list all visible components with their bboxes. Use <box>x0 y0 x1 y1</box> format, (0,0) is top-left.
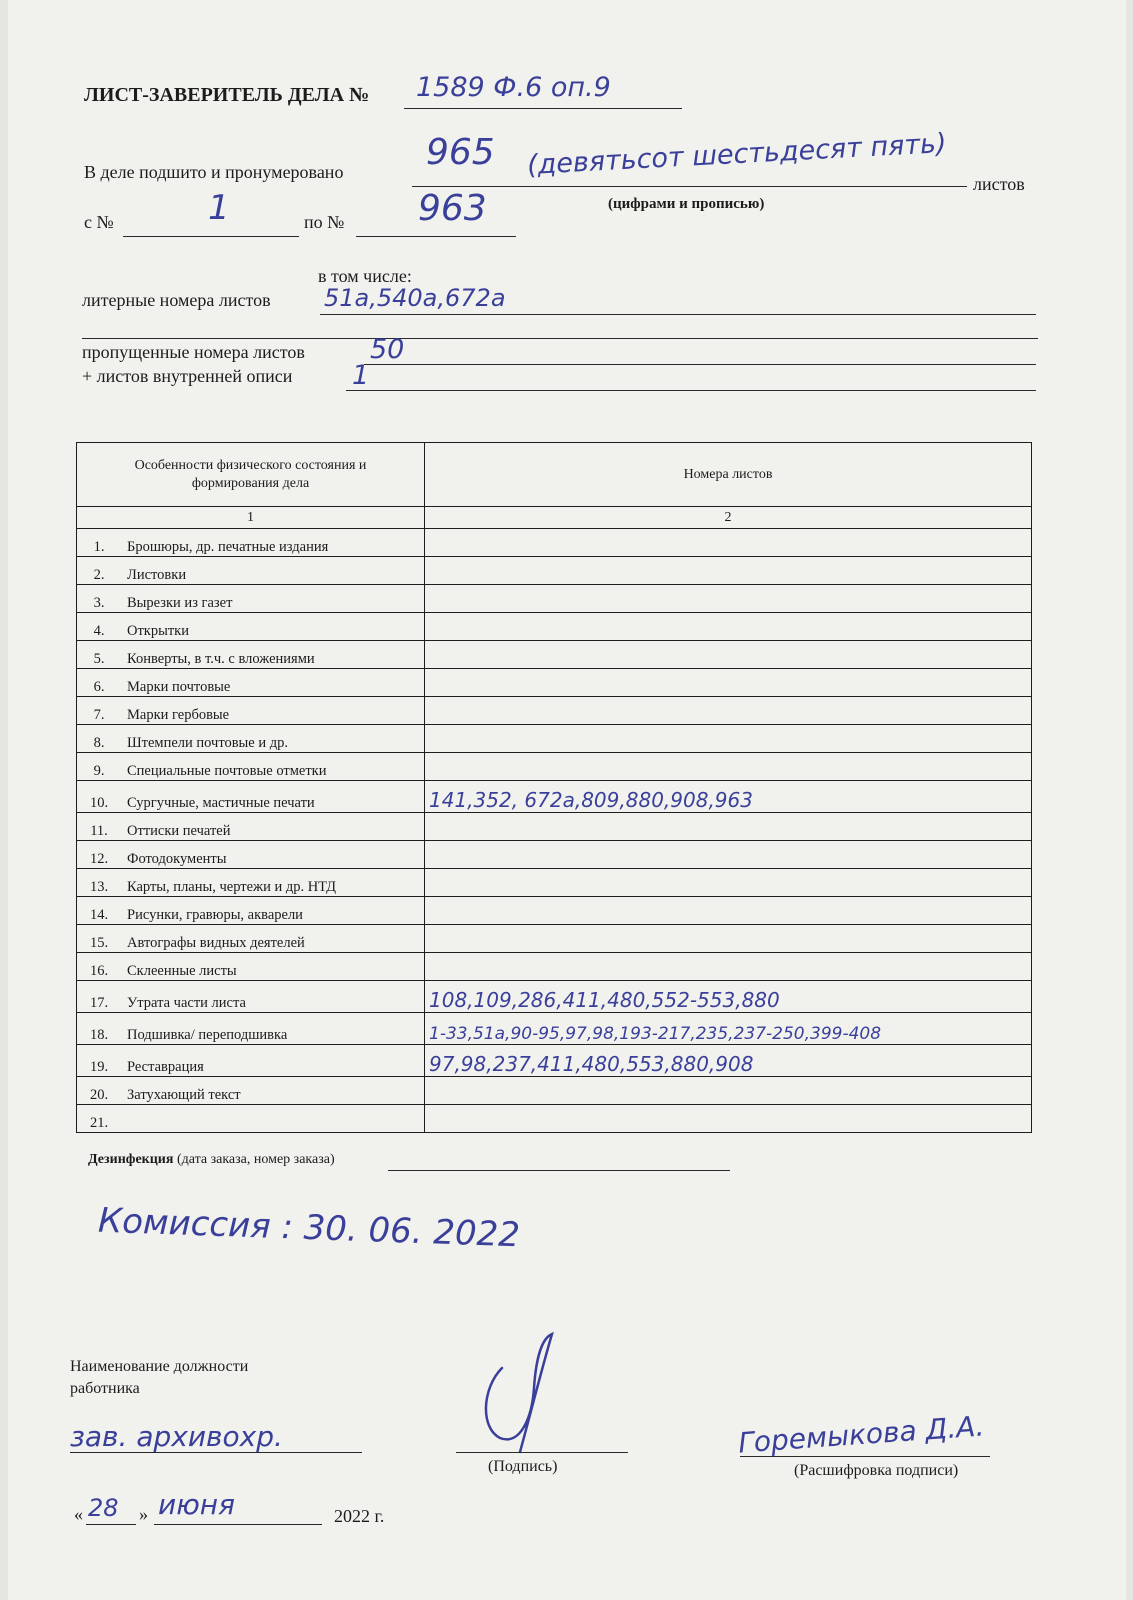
row-sheet-numbers-cell <box>425 557 1032 585</box>
table-row <box>77 725 1032 753</box>
date-month-line <box>154 1524 322 1525</box>
row-number: 6. <box>93 679 105 695</box>
table-row <box>77 1105 1032 1133</box>
row-sheet-numbers-cell <box>425 1077 1032 1105</box>
row-label: Сургучные, мастичные печати <box>127 795 315 811</box>
table-row <box>77 841 1032 869</box>
row-label <box>121 1115 127 1131</box>
column-number-1: 1 <box>77 507 425 529</box>
table-row <box>77 697 1032 725</box>
stitched-label: В деле подшито и пронумеровано <box>84 162 344 182</box>
table-row <box>77 897 1032 925</box>
row-feature-cell <box>77 813 425 841</box>
row-feature-cell <box>77 781 425 813</box>
letter-numbers-line <box>320 314 1036 315</box>
row-number: 7. <box>93 707 105 723</box>
position-line <box>70 1452 362 1453</box>
physical-state-table <box>76 442 1032 1133</box>
row-number: 17. <box>89 995 109 1011</box>
row-number: 3. <box>93 595 105 611</box>
including-label: в том числе: <box>318 266 412 286</box>
row-sheet-numbers-cell <box>425 1105 1032 1133</box>
row-feature-cell <box>77 953 425 981</box>
stitched-line <box>412 186 967 187</box>
row-feature-cell <box>77 613 425 641</box>
row-feature-cell <box>77 841 425 869</box>
row-number: 9. <box>93 763 105 779</box>
disinfection-rest: (дата заказа, номер заказа) <box>173 1152 335 1167</box>
date-close-quote: » <box>139 1504 148 1524</box>
row-label: Карты, планы, чертежи и др. НТД <box>127 879 337 895</box>
inner-inventory-line <box>346 390 1036 391</box>
row-feature-cell <box>77 981 425 1013</box>
table-row <box>77 613 1032 641</box>
disinfection-handwritten: Комиссия : 30. 06. 2022 <box>97 1200 521 1256</box>
date-month-handwritten: июня <box>158 1488 235 1521</box>
decode-handwritten: Горемыкова Д.А. <box>737 1409 986 1460</box>
disinfection-line <box>388 1170 730 1171</box>
row-sheet-numbers-cell <box>425 1045 1032 1077</box>
table-row <box>77 557 1032 585</box>
row-sheet-numbers-cell <box>425 841 1032 869</box>
position-label-1: Наименование должности <box>70 1358 249 1375</box>
row-label: Брошюры, др. печатные издания <box>127 539 329 555</box>
row-number: 10. <box>89 795 109 811</box>
row-label: Штемпели почтовые и др. <box>127 735 289 751</box>
row-number: 19. <box>89 1059 109 1075</box>
row-sheet-numbers-cell <box>425 753 1032 781</box>
row-number: 15. <box>89 935 109 951</box>
row-sheet-numbers-cell <box>425 725 1032 753</box>
date-day-line <box>86 1524 136 1525</box>
case-number-line <box>404 108 682 109</box>
decode-line <box>740 1456 990 1457</box>
row-sheet-numbers-cell <box>425 953 1032 981</box>
row-label: Марки почтовые <box>127 679 231 695</box>
table-row <box>77 753 1032 781</box>
table-row <box>77 1077 1032 1105</box>
row-sheet-numbers-cell <box>425 613 1032 641</box>
date-year: 2022 г. <box>334 1506 385 1526</box>
row-sheet-numbers-cell <box>425 1013 1032 1045</box>
row-sheet-numbers-cell <box>425 897 1032 925</box>
row-label: Вырезки из газет <box>127 595 233 611</box>
row-number: 1. <box>93 539 105 555</box>
row-sheet-numbers-cell <box>425 697 1032 725</box>
row-label: Открытки <box>127 623 189 639</box>
table-row <box>77 585 1032 613</box>
table-row <box>77 869 1032 897</box>
stitched-words-handwritten: (девятьсот шестьдесят пять) <box>526 128 948 181</box>
row-sheet-numbers-cell <box>425 585 1032 613</box>
missed-numbers-handwritten: 50 <box>370 334 405 365</box>
position-handwritten: зав. архивохр. <box>70 1420 283 1453</box>
row-label: Автографы видных деятелей <box>127 935 305 951</box>
table-row <box>77 669 1032 697</box>
row-sheet-numbers-handwritten: 108,109,286,411,480,552-553,880 <box>429 988 780 1012</box>
row-label: Марки гербовые <box>127 707 230 723</box>
row-feature-cell <box>77 1013 425 1045</box>
row-label: Листовки <box>127 567 187 583</box>
row-feature-cell <box>77 869 425 897</box>
signature-scribble <box>472 1328 562 1458</box>
row-number: 12. <box>89 851 109 867</box>
stitched-count-handwritten: 965 <box>426 132 495 173</box>
row-feature-cell <box>77 1105 425 1133</box>
row-feature-cell <box>77 897 425 925</box>
sheet-title: ЛИСТ-ЗАВЕРИТЕЛЬ ДЕЛА № <box>84 84 370 106</box>
table-row <box>77 1013 1032 1045</box>
row-number: 11. <box>90 823 108 839</box>
row-feature-cell <box>77 557 425 585</box>
table-row <box>77 953 1032 981</box>
digits-note: (цифрами и прописью) <box>608 196 765 212</box>
row-feature-cell <box>77 697 425 725</box>
row-sheet-numbers-cell <box>425 981 1032 1013</box>
row-number: 20. <box>89 1087 109 1103</box>
row-label: Фотодокументы <box>127 851 227 867</box>
date-open-quote: « <box>74 1504 83 1524</box>
row-label: Подшивка/ переподшивка <box>127 1027 288 1043</box>
row-sheet-numbers-cell <box>425 869 1032 897</box>
from-label: с № <box>84 212 114 232</box>
row-feature-cell <box>77 585 425 613</box>
disinfection-label <box>88 1152 335 1168</box>
row-feature-cell <box>77 1077 425 1105</box>
sheets-label: листов <box>973 174 1025 194</box>
table-rows <box>77 529 1032 1133</box>
disinfection-bold: Дезинфекция <box>88 1152 174 1167</box>
row-number: 16. <box>89 963 109 979</box>
row-label: Рисунки, гравюры, акварели <box>127 907 303 923</box>
date-day-handwritten: 28 <box>88 1494 119 1522</box>
row-feature-cell <box>77 641 425 669</box>
row-label: Утрата части листа <box>127 995 246 1011</box>
missed-numbers-label: пропущенные номера листов <box>82 342 305 362</box>
row-sheet-numbers-handwritten: 141,352, 672а,809,880,908,963 <box>429 788 753 812</box>
certification-sheet-page <box>8 0 1126 1600</box>
table-row <box>77 813 1032 841</box>
row-sheet-numbers-handwritten: 97,98,237,411,480,553,880,908 <box>429 1052 754 1076</box>
row-sheet-numbers-cell <box>425 781 1032 813</box>
signature-label: (Подпись) <box>488 1458 558 1475</box>
row-number: 21. <box>89 1115 109 1131</box>
to-handwritten: 963 <box>418 188 487 229</box>
row-label: Склеенные листы <box>127 963 237 979</box>
row-number: 8. <box>93 735 105 751</box>
row-label: Реставрация <box>127 1059 204 1075</box>
letter-numbers-label: литерные номера листов <box>82 290 271 310</box>
blank-line <box>82 338 1038 339</box>
inner-inventory-handwritten: 1 <box>352 360 370 391</box>
row-feature-cell <box>77 725 425 753</box>
row-sheet-numbers-handwritten: 1-33,51а,90-95,97,98,193-217,235,237-250,399-408 <box>429 1024 882 1044</box>
row-feature-cell <box>77 669 425 697</box>
table-row <box>77 1045 1032 1077</box>
row-number: 13. <box>89 879 109 895</box>
case-number-handwritten: 1589 Ф.6 оп.9 <box>416 72 611 103</box>
row-number: 4. <box>93 623 105 639</box>
inner-inventory-label: + листов внутренней описи <box>82 366 293 386</box>
decode-label: (Расшифровка подписи) <box>794 1462 959 1479</box>
row-sheet-numbers-cell <box>425 641 1032 669</box>
row-sheet-numbers-cell <box>425 529 1032 557</box>
row-feature-cell <box>77 1045 425 1077</box>
row-sheet-numbers-cell <box>425 925 1032 953</box>
from-handwritten: 1 <box>208 188 230 228</box>
from-line <box>123 236 299 237</box>
table-row <box>77 641 1032 669</box>
to-label: по № <box>304 212 345 232</box>
column-number-2: 2 <box>425 507 1032 529</box>
row-number: 18. <box>89 1027 109 1043</box>
table-header-sheet-numbers: Номера листов <box>425 443 1032 507</box>
letter-numbers-handwritten: 51а,540а,672а <box>324 284 506 312</box>
row-feature-cell <box>77 753 425 781</box>
table-row <box>77 981 1032 1013</box>
table-row <box>77 925 1032 953</box>
table-row <box>77 529 1032 557</box>
row-number: 2. <box>93 567 105 583</box>
row-feature-cell <box>77 529 425 557</box>
row-sheet-numbers-cell <box>425 669 1032 697</box>
row-label: Конверты, в т.ч. с вложениями <box>127 651 315 667</box>
row-sheet-numbers-cell <box>425 813 1032 841</box>
position-label-2: работника <box>70 1380 140 1397</box>
table-row <box>77 781 1032 813</box>
missed-numbers-line <box>364 364 1036 365</box>
row-label: Затухающий текст <box>127 1087 241 1103</box>
row-label: Оттиски печатей <box>127 823 231 839</box>
table-header-features: Особенности физического состояния и формирования дела <box>77 443 425 507</box>
row-number: 5. <box>93 651 105 667</box>
row-label: Специальные почтовые отметки <box>127 763 327 779</box>
row-feature-cell <box>77 925 425 953</box>
row-number: 14. <box>89 907 109 923</box>
to-line <box>356 236 516 237</box>
signature-line <box>456 1452 628 1453</box>
